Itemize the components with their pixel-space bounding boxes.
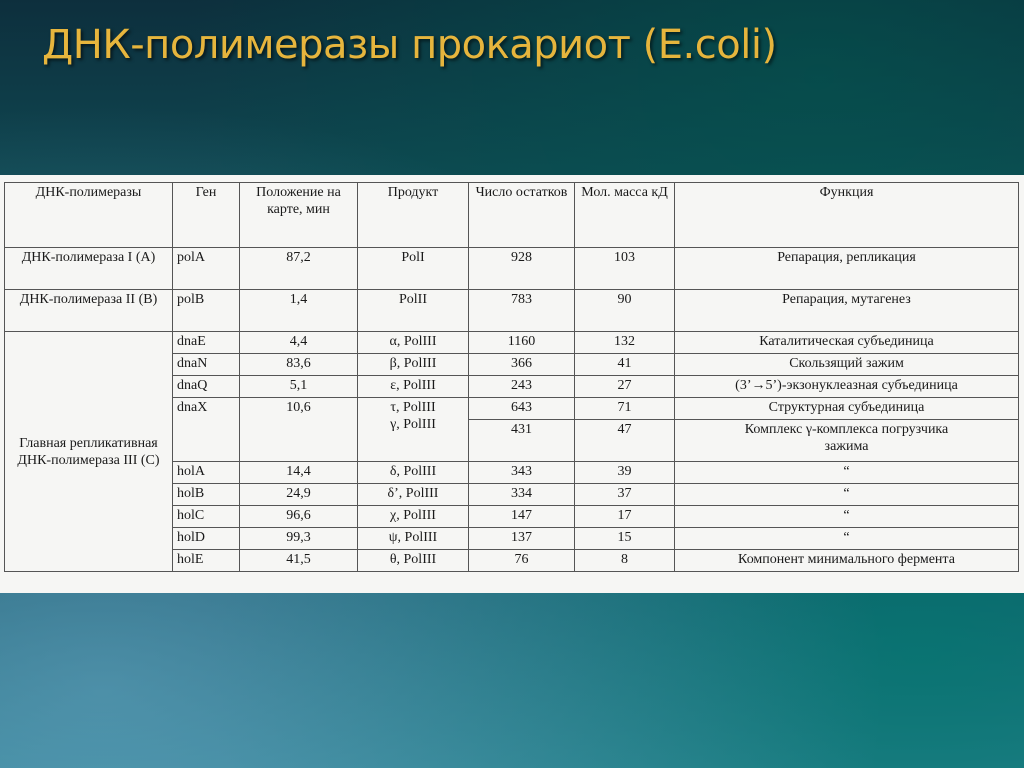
- residues-cell: 334: [469, 484, 575, 506]
- mass-cell: 71: [575, 398, 675, 420]
- position-cell: 83,6: [240, 354, 358, 376]
- mass-cell: 132: [575, 332, 675, 354]
- mass-cell: 37: [575, 484, 675, 506]
- product-cell: PolII: [358, 290, 469, 332]
- gene-cell: dnaX: [173, 398, 240, 462]
- function-cell: “: [675, 528, 1019, 550]
- residues-cell: 928: [469, 248, 575, 290]
- position-cell: 5,1: [240, 376, 358, 398]
- position-cell: 14,4: [240, 462, 358, 484]
- residues-cell: 137: [469, 528, 575, 550]
- product-cell: δ’, PolIII: [358, 484, 469, 506]
- mass-cell: 41: [575, 354, 675, 376]
- header-product: Продукт: [358, 183, 469, 248]
- gene-cell: polB: [173, 290, 240, 332]
- residues-cell: 76: [469, 550, 575, 572]
- polymerase-name: ДНК-полимераза I (A): [5, 248, 173, 290]
- gene-cell: polA: [173, 248, 240, 290]
- mass-cell: 15: [575, 528, 675, 550]
- residues-cell: 366: [469, 354, 575, 376]
- gene-cell: holE: [173, 550, 240, 572]
- function-cell: “: [675, 484, 1019, 506]
- function-cell: Компонент минимального фермента: [675, 550, 1019, 572]
- function-cell: (3’→5’)-экзонуклеазная субъединица: [675, 376, 1019, 398]
- product-cell: ε, PolIII: [358, 376, 469, 398]
- residues-cell: 343: [469, 462, 575, 484]
- dna-polymerase-table: [4, 182, 1019, 572]
- mass-cell: 27: [575, 376, 675, 398]
- product-cell: ψ, PolIII: [358, 528, 469, 550]
- product-cell: δ, PolIII: [358, 462, 469, 484]
- product-cell: χ, PolIII: [358, 506, 469, 528]
- header-residues: Число остатков: [469, 183, 575, 248]
- gene-cell: dnaQ: [173, 376, 240, 398]
- mass-cell: 47: [575, 420, 675, 462]
- residues-cell: 243: [469, 376, 575, 398]
- table-panel: [0, 175, 1024, 593]
- product-line: τ, PolIII: [390, 400, 436, 415]
- function-cell: “: [675, 506, 1019, 528]
- table-header-row: [5, 183, 1019, 248]
- mass-cell: 39: [575, 462, 675, 484]
- residues-cell: 431: [469, 420, 575, 462]
- position-cell: 87,2: [240, 248, 358, 290]
- gene-cell: dnaN: [173, 354, 240, 376]
- header-polymerases: ДНК-полимеразы: [5, 183, 173, 248]
- function-cell: Структурная субъединица: [675, 398, 1019, 420]
- header-gene: Ген: [173, 183, 240, 248]
- mass-cell: 103: [575, 248, 675, 290]
- mass-cell: 8: [575, 550, 675, 572]
- gene-cell: holD: [173, 528, 240, 550]
- position-cell: 24,9: [240, 484, 358, 506]
- position-cell: 4,4: [240, 332, 358, 354]
- residues-cell: 643: [469, 398, 575, 420]
- table-row: [5, 248, 1019, 290]
- slide-title: ДНК-полимеразы прокариот (E.coli): [42, 22, 777, 68]
- product-cell: θ, PolIII: [358, 550, 469, 572]
- product-line: γ, PolIII: [390, 417, 436, 432]
- table-row: [5, 290, 1019, 332]
- function-cell: Каталитическая субъединица: [675, 332, 1019, 354]
- position-cell: 41,5: [240, 550, 358, 572]
- function-cell: Репарация, мутагенез: [675, 290, 1019, 332]
- polymerase-name: ДНК-полимераза II (B): [5, 290, 173, 332]
- header-mol-mass: Мол. масса кД: [575, 183, 675, 248]
- function-cell: “: [675, 462, 1019, 484]
- position-cell: 10,6: [240, 398, 358, 462]
- position-cell: 1,4: [240, 290, 358, 332]
- residues-cell: 147: [469, 506, 575, 528]
- product-cell: [358, 398, 469, 462]
- product-cell: α, PolIII: [358, 332, 469, 354]
- product-cell: PolI: [358, 248, 469, 290]
- gene-cell: holA: [173, 462, 240, 484]
- polymerase-name: Главная репликативная ДНК-полимераза III (C): [5, 332, 173, 572]
- function-cell: Комплекс γ-комплекса погрузчика зажима: [675, 420, 1019, 462]
- mass-cell: 17: [575, 506, 675, 528]
- position-cell: 99,3: [240, 528, 358, 550]
- header-map-position: Положение на карте, мин: [240, 183, 358, 248]
- gene-cell: holB: [173, 484, 240, 506]
- gene-cell: holC: [173, 506, 240, 528]
- table-row: [5, 332, 1019, 354]
- function-cell: Скользящий зажим: [675, 354, 1019, 376]
- position-cell: 96,6: [240, 506, 358, 528]
- product-cell: β, PolIII: [358, 354, 469, 376]
- residues-cell: 1160: [469, 332, 575, 354]
- function-cell: Репарация, репликация: [675, 248, 1019, 290]
- gene-cell: dnaE: [173, 332, 240, 354]
- mass-cell: 90: [575, 290, 675, 332]
- header-function: Функция: [675, 183, 1019, 248]
- residues-cell: 783: [469, 290, 575, 332]
